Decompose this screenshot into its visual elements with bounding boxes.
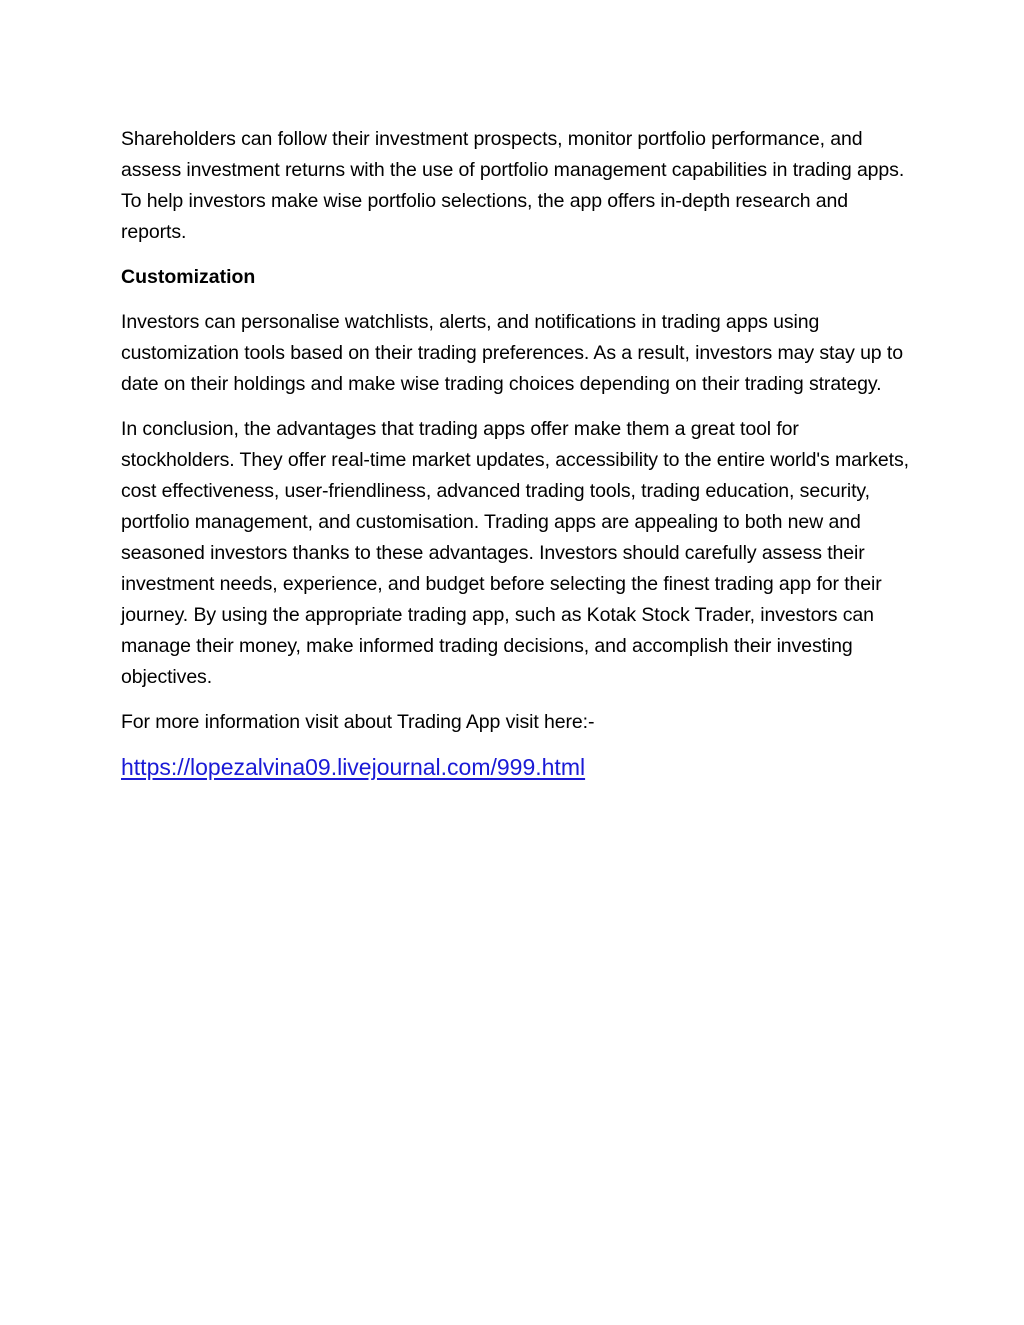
more-info-text: For more information visit about Trading App visit here:- xyxy=(121,711,595,733)
trading-app-link[interactable]: https://lopezalvina09.livejournal.com/999.html xyxy=(121,754,586,780)
paragraph-conclusion: In conclusion, the advantages that trading apps offer make them a great tool for stockholders. They offer real-time market updates, accessibility to the entire world's markets, cost effectiveness, user-friendliness, advanced trading tools, trading education, security, portfolio management, and customisation. Trading apps are appealing to both new and seasoned investors thanks to these advantages. Investors should carefully assess their investment needs, experience, and budget before selecting the finest trading app for their journey. By using the appropriate trading app, such as Kotak Stock Trader, investors can manage their money, make informed trading decisions, and accomplish their investing objectives. xyxy=(121,418,909,688)
heading-customization: Customization xyxy=(121,266,256,288)
document-page xyxy=(121,124,911,783)
paragraph-portfolio-management: Shareholders can follow their investment prospects, monitor portfolio performance, and assess investment returns with the use of portfolio management capabilities in trading apps. To help investors make wise portfolio selections, the app offers in-depth research and reports. xyxy=(121,128,905,243)
paragraph-customization: Investors can personalise watchlists, alerts, and notifications in trading apps using customization tools based on their trading preferences. As a result, investors may stay up to date on their holdings and make wise trading choices depending on their trading strategy. xyxy=(121,311,903,395)
